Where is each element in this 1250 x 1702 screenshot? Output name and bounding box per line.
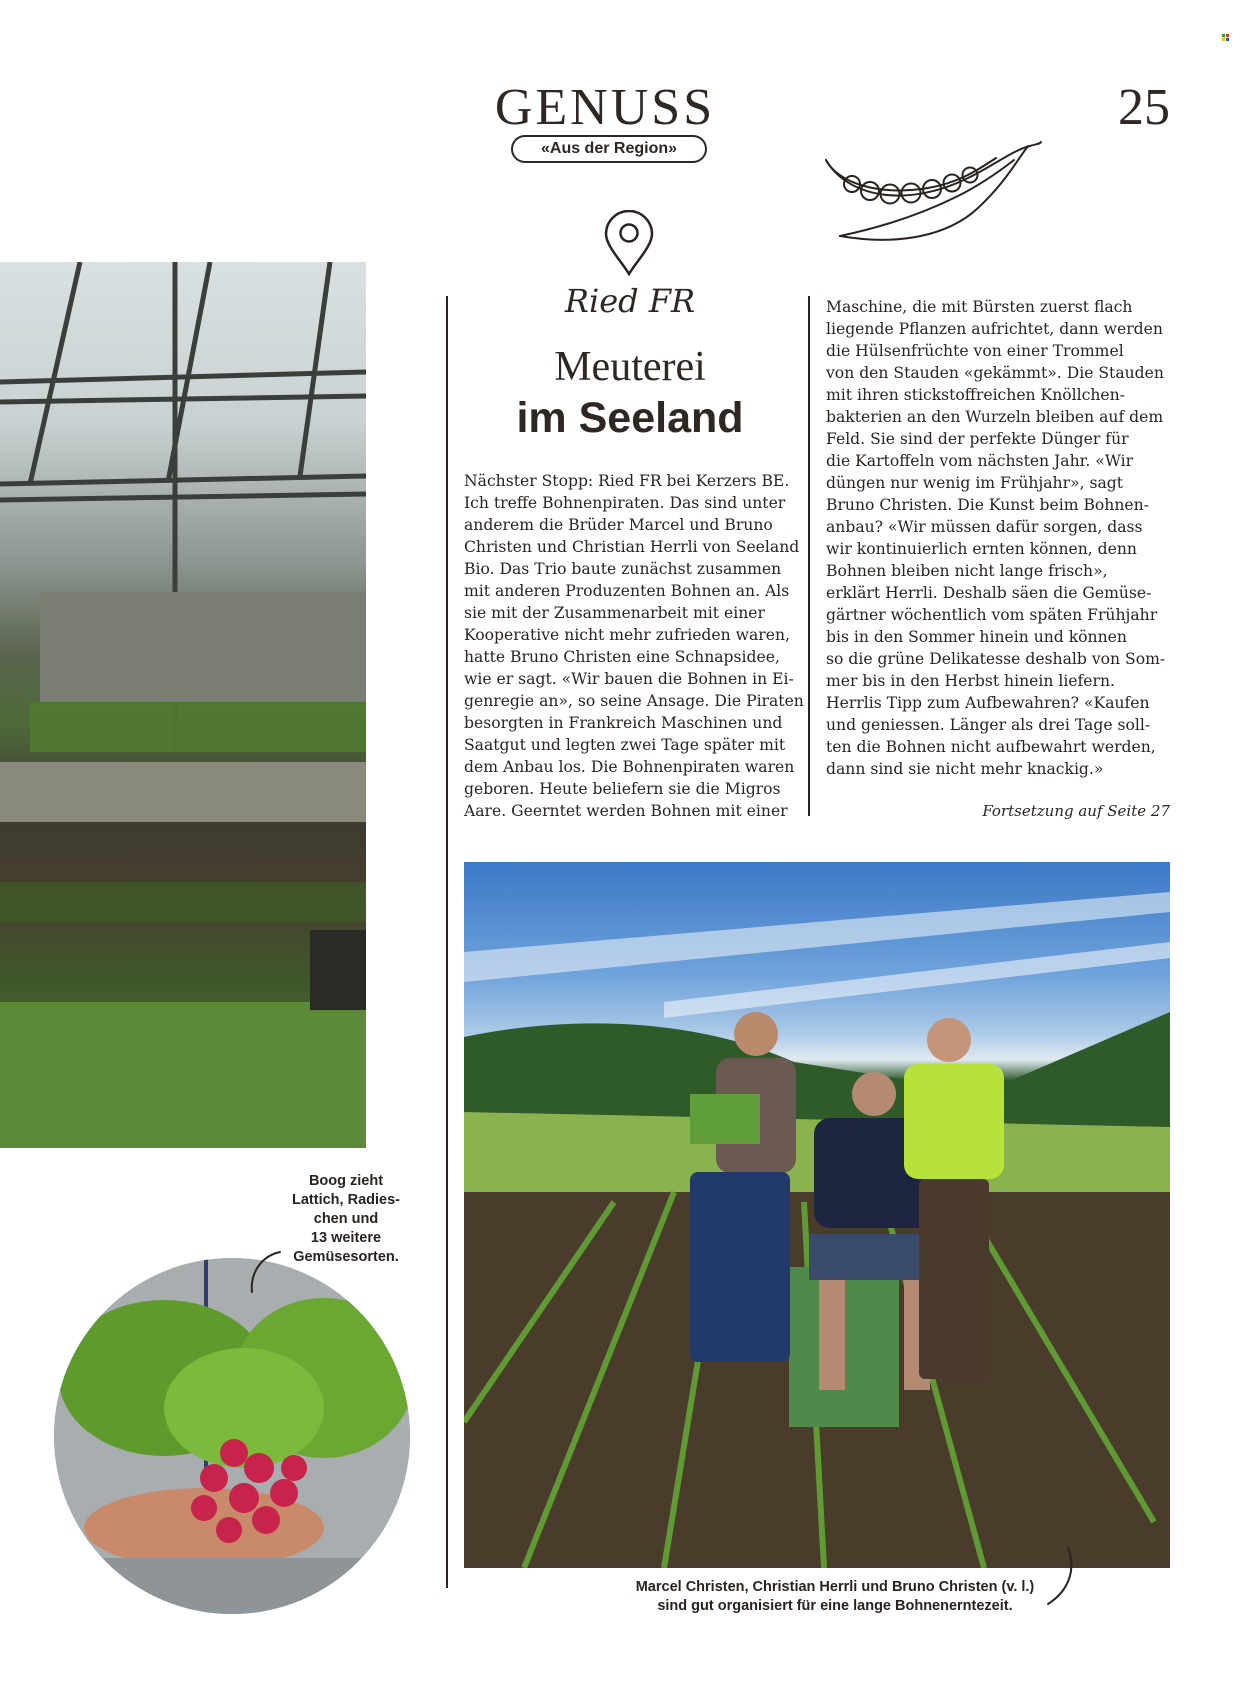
article-text-line: und geniessen. Länger als drei Tage soll- [826, 716, 1151, 734]
article-text-line: besorgten in Frankreich Maschinen und [464, 714, 783, 732]
caption-line: Lattich, Radies- [292, 1192, 400, 1208]
column-rule-middle [808, 296, 810, 816]
headline-line-2: im Seeland [516, 394, 744, 442]
article-text-line: Maschine, die mit Bürsten zuerst flach [826, 298, 1133, 316]
article-text-line: liegende Pflanzen aufrichtet, dann werden [826, 320, 1163, 338]
farmers-photo [464, 862, 1170, 1568]
article-text-line: Kooperative nicht mehr zufrieden waren, [464, 626, 790, 644]
article-text-line: die Hülsenfrüchte von einer Trommel [826, 342, 1124, 360]
caption-line: Marcel Christen, Christian Herrli und Bruno Christen (v. l.) [635, 1579, 1035, 1595]
article-text-line: bis in den Sommer hinein und können [826, 628, 1127, 646]
article-text-line: mit anderen Produzenten Bohnen an. Als [464, 582, 790, 600]
article-column-right [826, 296, 1171, 780]
caption-vegetables [270, 1172, 422, 1267]
greenhouse-photo [0, 262, 366, 1148]
article-text-line: anderem die Brüder Marcel und Bruno [464, 516, 773, 534]
article-text-line: Bohnen bleiben nicht lange frisch», [826, 562, 1108, 580]
article-text-line: die Kartoffeln vom nächsten Jahr. «Wir [826, 452, 1134, 470]
article-text-line: Bruno Christen. Die Kunst beim Bohnen- [826, 496, 1149, 514]
article-text-line: düngen nur wenig im Frühjahr», sagt [826, 474, 1124, 492]
caption-farmers [590, 1578, 1080, 1616]
article-text-line: so die grüne Delikatesse deshalb von Som- [826, 650, 1166, 668]
headline-line-1: Meuterei [554, 344, 706, 390]
section-subtitle-badge: «Aus der Region» [511, 135, 707, 163]
article-text-line: Feld. Sie sind der perfekte Dünger für [826, 430, 1129, 448]
article-text-line: geboren. Heute beliefern sie die Migros [464, 780, 781, 798]
article-text-line: bakterien an den Wurzeln bleiben auf dem [826, 408, 1164, 426]
article-text-line: dann sind sie nicht mehr knackig.» [826, 760, 1104, 778]
article-text-line: Saatgut und legten zwei Tage später mit [464, 736, 786, 754]
location-label: Ried FR [564, 282, 696, 320]
article-text-line: von den Stauden «gekämmt». Die Stauden [826, 364, 1164, 382]
continuation-note: Fortsetzung auf Seite 27 [982, 802, 1170, 820]
article-text-line: genregie an», so seine Ansage. Die Piraten [464, 692, 804, 710]
caption-line: 13 weitere [310, 1230, 382, 1246]
article-text-line: gärtner wöchentlich vom späten Frühjahr [826, 606, 1158, 624]
bean-pod-icon [818, 138, 1044, 264]
article-text-line: Herrlis Tipp zum Aufbewahren? «Kaufen [826, 694, 1150, 712]
article-text-line: Christen und Christian Herrli von Seeland [464, 538, 800, 556]
section-title: GENUSS [494, 79, 716, 136]
article-text-line: erklärt Herrli. Deshalb säen die Gemüse- [826, 584, 1152, 602]
article-text-line: mer bis in den Herbst hinein liefern. [826, 672, 1115, 690]
article-text-line: Nächster Stopp: Ried FR bei Kerzers BE. [464, 472, 790, 490]
article-text-line: dem Anbau los. Die Bohnenpiraten waren [464, 758, 795, 776]
article-column-left [464, 470, 804, 822]
article-text-line: Aare. Geerntet werden Bohnen mit einer [464, 802, 788, 820]
lettuce-radish-photo [54, 1258, 410, 1614]
column-rule-left [446, 296, 448, 1588]
article-text-line: wie er sagt. «Wir bauen die Bohnen in Ei- [464, 670, 794, 688]
article-text-line: ten die Bohnen nicht aufbewahrt werden, [826, 738, 1156, 756]
print-marker [1222, 34, 1229, 41]
article-text-line: wir kontinuierlich ernten können, denn [826, 540, 1137, 558]
article-text-line: mit ihren stickstoffreichen Knöllchen- [826, 386, 1125, 404]
article-text-line: sie mit der Zusammenarbeit mit einer [464, 604, 765, 622]
caption-line: sind gut organisiert für eine lange Bohnenerntezeit. [657, 1598, 1013, 1614]
location-pin-icon [602, 210, 656, 278]
article-text-line: Ich treffe Bohnenpiraten. Das sind unter [464, 494, 786, 512]
caption-line: Gemüsesorten. [293, 1249, 399, 1265]
caption-line: chen und [313, 1211, 379, 1227]
article-text-line: Bio. Das Trio baute zunächst zusammen [464, 560, 782, 578]
article-text-line: hatte Bruno Christen eine Schnapsidee, [464, 648, 780, 666]
page-number: 25 [1118, 79, 1170, 136]
caption-line: Boog zieht [308, 1173, 384, 1189]
article-text-line: anbau? «Wir müssen dafür sorgen, dass [826, 518, 1143, 536]
